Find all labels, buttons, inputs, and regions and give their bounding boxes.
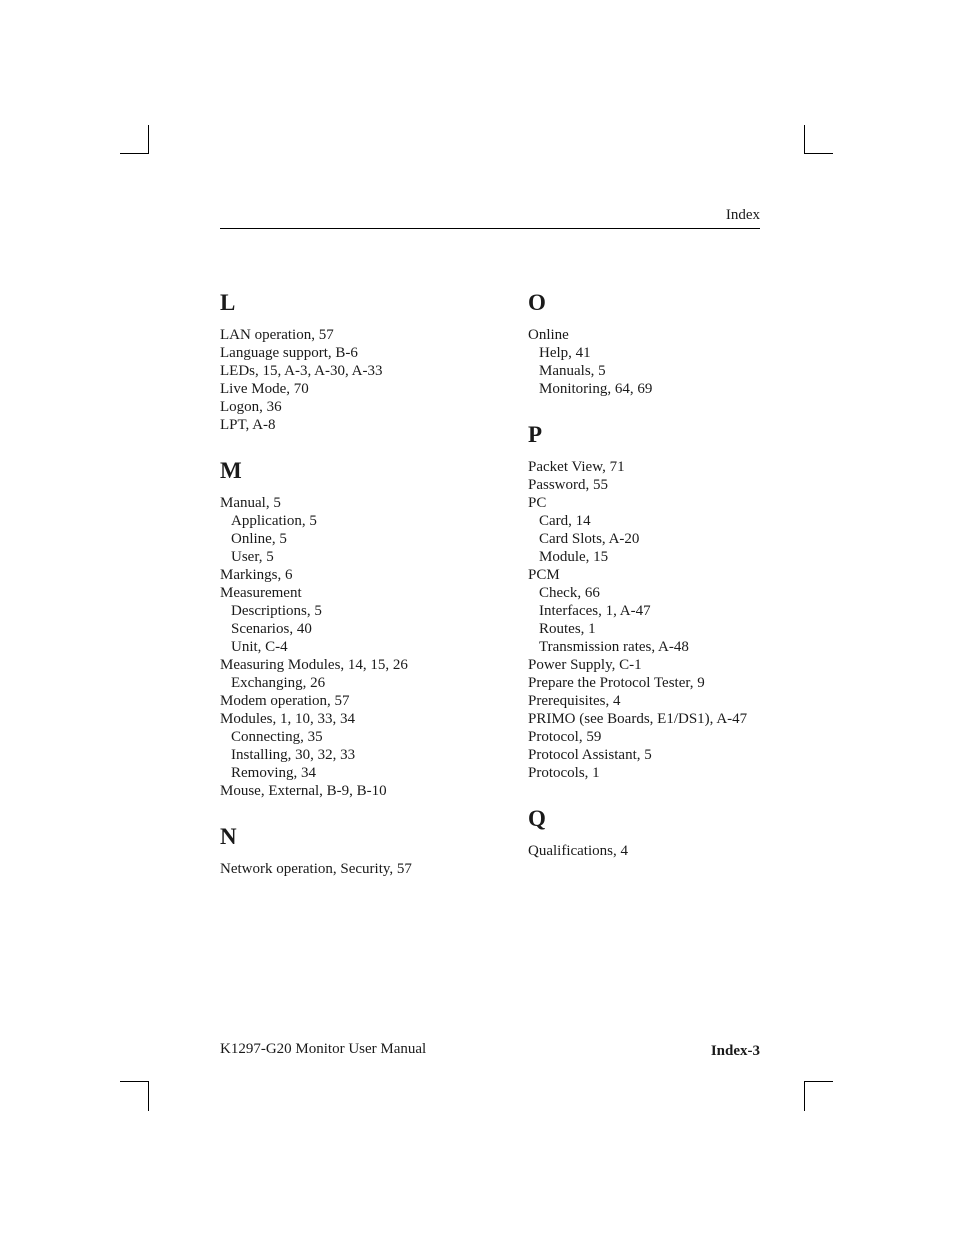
- index-entry: Measurement: [220, 585, 302, 601]
- index-subentry: Descriptions, 5: [231, 603, 322, 619]
- crop-mark-top-right-v: [804, 125, 805, 154]
- index-entry: Protocol Assistant, 5: [528, 747, 652, 763]
- index-entry: LEDs, 15, A-3, A-30, A-33: [220, 363, 383, 379]
- index-subentry: Removing, 34: [231, 765, 316, 781]
- index-subentry: Monitoring, 64, 69: [539, 381, 653, 397]
- index-subentry: Interfaces, 1, A-47: [539, 603, 651, 619]
- index-subentry: Scenarios, 40: [231, 621, 312, 637]
- section-letter: O: [528, 290, 546, 315]
- crop-mark-bottom-left-h: [120, 1081, 149, 1082]
- crop-mark-bottom-right-v: [804, 1081, 805, 1111]
- index-entry: Qualifications, 4: [528, 843, 628, 859]
- section-letter: N: [220, 824, 237, 849]
- crop-mark-top-left-h: [120, 153, 149, 154]
- index-entry: LPT, A-8: [220, 417, 276, 433]
- crop-mark-top-left-v: [148, 125, 149, 154]
- index-section-n: [220, 824, 490, 878]
- index-entry: LAN operation, 57: [220, 327, 334, 343]
- index-entry: Password, 55: [528, 477, 609, 493]
- index-entry: Network operation, Security, 57: [220, 861, 412, 877]
- index-entry: Logon, 36: [220, 399, 282, 415]
- index-section-o: [528, 290, 798, 398]
- index-entry: Measuring Modules, 14, 15, 26: [220, 657, 408, 673]
- footer-page-number: Index-3: [710, 1043, 760, 1059]
- index-entry: PRIMO (see Boards, E1/DS1), A-47: [528, 711, 748, 727]
- running-header: Index: [725, 207, 760, 223]
- index-entry: Online: [528, 327, 569, 343]
- section-letter: P: [528, 422, 543, 447]
- crop-mark-top-right-h: [804, 153, 833, 154]
- index-entry: Markings, 6: [220, 567, 293, 583]
- index-subentry: Connecting, 35: [231, 729, 323, 745]
- index-entry: Live Mode, 70: [220, 381, 309, 397]
- index-subentry: Manuals, 5: [539, 363, 606, 379]
- index-column-right: [528, 290, 798, 884]
- index-section-q: [528, 806, 798, 860]
- crop-mark-bottom-right-h: [804, 1081, 833, 1082]
- index-entry: Prepare the Protocol Tester, 9: [528, 675, 705, 691]
- index-section-m: [220, 458, 490, 800]
- index-subentry: Transmission rates, A-48: [539, 639, 689, 655]
- index-subentry: Help, 41: [539, 345, 591, 361]
- index-section-p: [528, 422, 798, 782]
- index-entry: Protocols, 1: [528, 765, 600, 781]
- footer-manual-title: K1297-G20 Monitor User Manual: [220, 1041, 427, 1057]
- index-subentry: User, 5: [231, 549, 274, 565]
- index-entry: PCM: [528, 567, 560, 583]
- index-entry: Power Supply, C-1: [528, 657, 642, 673]
- index-subentry: Check, 66: [539, 585, 600, 601]
- index-subentry: Unit, C-4: [231, 639, 288, 655]
- index-entry: Modem operation, 57: [220, 693, 350, 709]
- index-subentry: Online, 5: [231, 531, 287, 547]
- index-subentry: Application, 5: [231, 513, 317, 529]
- index-entry: Language support, B-6: [220, 345, 358, 361]
- header-rule: [220, 228, 760, 229]
- index-entry: Mouse, External, B-9, B-10: [220, 783, 387, 799]
- index-entry: Modules, 1, 10, 33, 34: [220, 711, 355, 727]
- index-entry: Manual, 5: [220, 495, 281, 511]
- index-subentry: Module, 15: [539, 549, 609, 565]
- section-letter: L: [220, 290, 236, 315]
- section-letter: M: [220, 458, 242, 483]
- index-subentry: Routes, 1: [539, 621, 596, 637]
- crop-mark-bottom-left-v: [148, 1081, 149, 1111]
- index-section-l: [220, 290, 490, 434]
- index-subentry: Card, 14: [539, 513, 591, 529]
- index-subentry: Card Slots, A-20: [539, 531, 640, 547]
- index-subentry: Installing, 30, 32, 33: [231, 747, 356, 763]
- index-entry: Prerequisites, 4: [528, 693, 621, 709]
- index-entry: PC: [528, 495, 547, 511]
- section-letter: Q: [528, 806, 546, 831]
- index-subentry: Exchanging, 26: [231, 675, 326, 691]
- index-column-left: [220, 290, 490, 902]
- index-entry: Packet View, 71: [528, 459, 625, 475]
- index-entry: Protocol, 59: [528, 729, 602, 745]
